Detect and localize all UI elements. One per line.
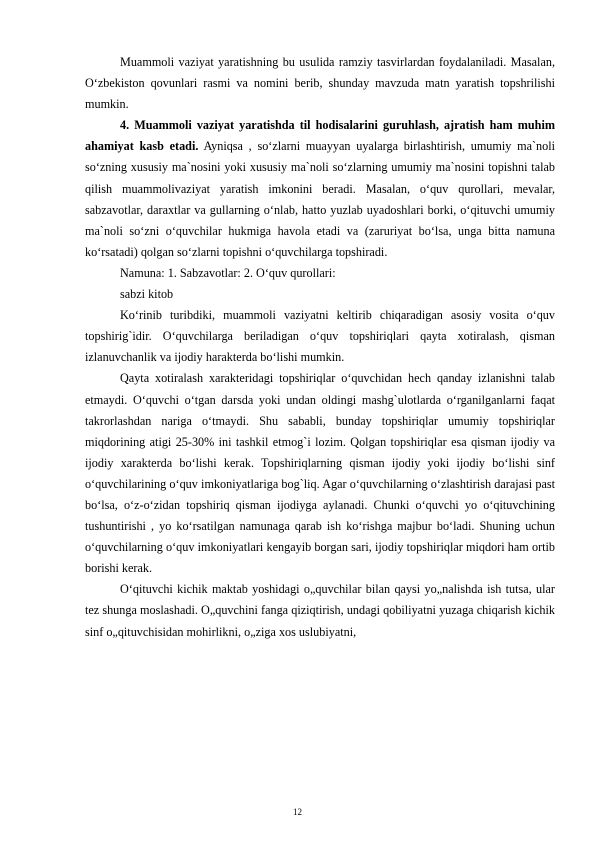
paragraph-grouping [85, 115, 555, 263]
paragraph-recall-tasks: Qayta xotiralash xarakteridagi topshiriqlar o‘quvchidan hech qanday izlanishni talab etmaydi. O‘quvchi o‘tgan darsda yoki undan oldingi mashg`ulotlarda o‘rganilganlarni faqat takrorlashdan nariga o‘tmaydi. Shu sababli, bunday topshiriqlar umumiy topshiriqlar miqdorining atigi 25-30% ini tashkil etmog`i lozim. Qolgan topshiriqlar esa qisman ijodiy va ijodiy xarakterda bo‘lishi kerak. Topshiriqlarning qisman ijodiy yoki ijodiy bo‘lishi sinf o‘quvchilarining o‘quv imkoniyatlariga bog`liq. Agar o‘quvchilarning o‘zlashtirish darajasi past bo‘lsa, o‘z-o‘zidan topshiriq qisman ijodiyga aylanadi. Chunki o‘quvchi yo o‘qituvchining tushuntirishi , yo ko‘rsatilgan namunaga qarab ish ko‘rishga majbur bo‘ladi. Shuning uchun o‘quvchilarning o‘quv imkoniyatlari kengayib borgan sari, ijodiy topshiriqlar miqdori ham ortib borishi kerak. [85, 371, 555, 576]
paragraph-example-words: sabzi kitob [120, 287, 174, 302]
paragraph-grouping-body: Ayniqsa , so‘zlarni muayyan uyalarga birlashtirish, umumiy ma`noli so‘zning xususiy ma`nosini yoki xususiy ma`noli so‘zlarning umumiy ma`nosini topishni talab qilish muammolivaziyat yaratish imkonini beradi. Masalan, o‘quv qurollari, mevalar, sabzavotlar, daraxtlar va gullarning o‘nlab, hatto yuzlab uyadoshlari borki, o‘qituvchi umumiy ma`noli so‘zni o‘quvchilar hukmiga havola etadi va (zaruriyat bo‘lsa, unga bitta namuna ko‘rsatadi) qolgan so‘zlarni topishni o‘quvchilarga topshiradi. [85, 139, 555, 259]
paragraph-symbolic-images: Muammoli vaziyat yaratishning bu usulida ramziy tasvirlardan foydalaniladi. Masalan, O‘zbekiston qovunlari rasmi va nomini berib, shunday mavzuda matn yaratish topshrilishi mumkin. [85, 55, 555, 112]
paragraph-teacher-approach: O‘qituvchi kichik maktab yoshidagi o„quvchilar bilan qaysi yo„nalishda ish tutsa, ular tez shunga moslashadi. O„quvchini fanga qiziqtirish, undagi qobiliyatni yuzaga chiqarish kichik sinf o„qituvchisidan mohirlikni, o„ziga xos uslubiyatni, [85, 582, 555, 639]
document-page [85, 52, 555, 643]
paragraph-learning-task: Ko‘rinib turibdiki, muammoli vaziyatni keltirib chiqaradigan asosiy vosita o‘quv topshirig`idir. O‘quvchilarga beriladigan o‘quv topshiriqlari qayta xotiralash, qisman izlanuvchanlik va ijodiy harakterda bo‘lishi mumkin. [85, 308, 555, 365]
paragraph-example-heading: Namuna: 1. Sabzavotlar: 2. O‘quv qurollari: [120, 265, 336, 280]
section-heading-4: 4. Muammoli vaziyat yaratishda til hodisalarini guruhlash, ajratish ham muhim ahamiyat kasb etadi. [85, 118, 555, 154]
page-number: 12 [293, 807, 302, 817]
